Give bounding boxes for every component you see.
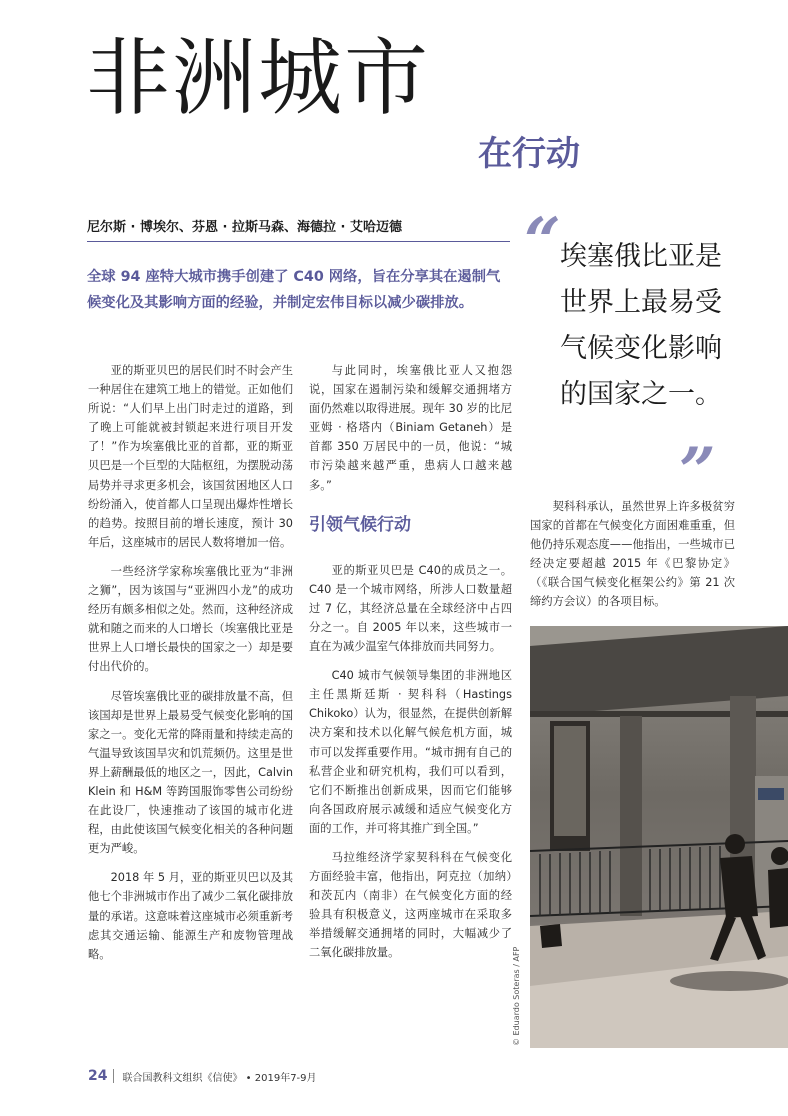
quote-open-mark: “ [524,204,561,279]
street-scene-illustration [530,626,788,1048]
pull-quote: 埃塞俄比亚是世界上最易受气候变化影响的国家之一。 [560,241,722,410]
article-lead: 全球 94 座特大城市携手创建了 C40 网络，旨在分享其在遏制气候变化及其影响方面的经验，并制定宏伟目标以减少碳排放。 [87,269,501,311]
paragraph: 一些经济学家称埃塞俄比亚为“非洲之狮”，因为该国与“亚洲四小龙”的成功经历有颇多相似之处。然而，这种经济成就和随之而来的人口增长（埃塞俄比亚是世界上人口增长最快的国家之一）却是要付出代价的。 [88,564,293,674]
article-title: 非洲城市 [86,29,431,127]
page-footer [88,1068,317,1084]
section-heading: 引领气候行动 [309,514,411,535]
paragraph: 马拉维经济学家契科科在气候变化方面经验丰富，他指出，阿克拉（加纳）和茨瓦内（南非）在气候变化方面的经验具有积极意义，这两座城市在采取多举措缓解交通拥堵的同时，大幅减少了二氧化碳排放量。 [309,850,512,960]
body-column-1 [88,361,293,974]
paragraph: 与此同时，埃塞俄比亚人又抱怨说，国家在遏制污染和缓解交通拥堵方面仍然难以取得进展。现年 30 岁的比尼亚姆 · 格塔内（Biniam Getaneh）是首都 350 万居民中的一员，他说：“城市污染越来越严重，患病人口越来越多。” [309,364,512,492]
body-column-2 [309,361,512,973]
paragraph: 2018 年 5 月，亚的斯亚贝巴以及其他七个非洲城市作出了减少二氧化碳排放量的承诺。这意味着这座城市必须重新考虑其交通运输、能源生产和废物管理战略。 [88,871,293,961]
page-number: 24 [88,1068,108,1084]
footer-divider [113,1069,114,1083]
street-photo [530,626,788,1048]
article-subtitle: 在行动 [478,134,580,174]
paragraph: 亚的斯亚贝巴的居民们时不时会产生一种居住在建筑工地上的错觉。正如他们所说：“人们早上出门时走过的道路，到了晚上可能就被封锁起来进行项目开发了！”作为埃塞俄比亚的首都，亚的斯亚贝巴是一个巨型的大陆枢纽，为摆脱动荡局势并寻求更多机会，该国贫困地区人口纷纷涌入，使首都人口呈现出爆炸性增长的趋势。按照目前的增长速度，预计 30 年后，这座城市的居民人数将增加一倍。 [88,364,293,549]
paragraph: 亚的斯亚贝巴是 C40的成员之一。C40 是一个城市网络，所涉人口数量超过 7 亿，其经济总量在全球经济中占四分之一。自 2005 年以来，这些城市一直在为减少温室气体排放而共同努力。 [309,563,512,654]
publication-name: 联合国教科文组织《信使》 • 2019年7-9月 [122,1072,317,1084]
article-authors: 尼尔斯 · 博埃尔、芬恩 · 拉斯马森、海德拉 · 艾哈迈德 [87,219,510,242]
paragraph: 尽管埃塞俄比亚的碳排放量不高，但该国却是世界上最易受气候变化影响的国家之一。变化无常的降雨量和持续走高的气温导致该国旱灾和饥荒频仍。这里是世界上薪酬最低的地区之一，因此，Calvin Klein 和 H&M 等跨国服饰零售公司纷纷在此设厂，快速推动了该国的城市化进程，由此使该国气候变化相关的各种问题更为严峻。 [88,689,293,856]
photo-credit: © Eduardo Soteras / AFP [512,946,521,1046]
paragraph: 契科科承认，虽然世界上许多极贫穷国家的首都在气候变化方面困难重重，但他仍持乐观态度——他指出，一些城市已经决定要超越 2015 年《巴黎协定》（《联合国气候变化框架公约》第 21 次缔约方会议）的各项目标。 [530,500,735,609]
body-column-3 [530,497,735,622]
quote-close-mark: ” [679,434,716,509]
paragraph: C40 城市气候领导集团的非洲地区主任黑斯廷斯 · 契科科（Hastings Chikoko）认为，很显然，在提供创新解决方案和技术以化解气候危机方面，城市可以发挥重要作用。“城市拥有自己的私营企业和研究机构，我们可以看到，它们不断推出创新成果，因而它们能够向各国政府展示减缓和适应气候变化方面的工作，并可将其推广到全国。” [309,669,512,835]
